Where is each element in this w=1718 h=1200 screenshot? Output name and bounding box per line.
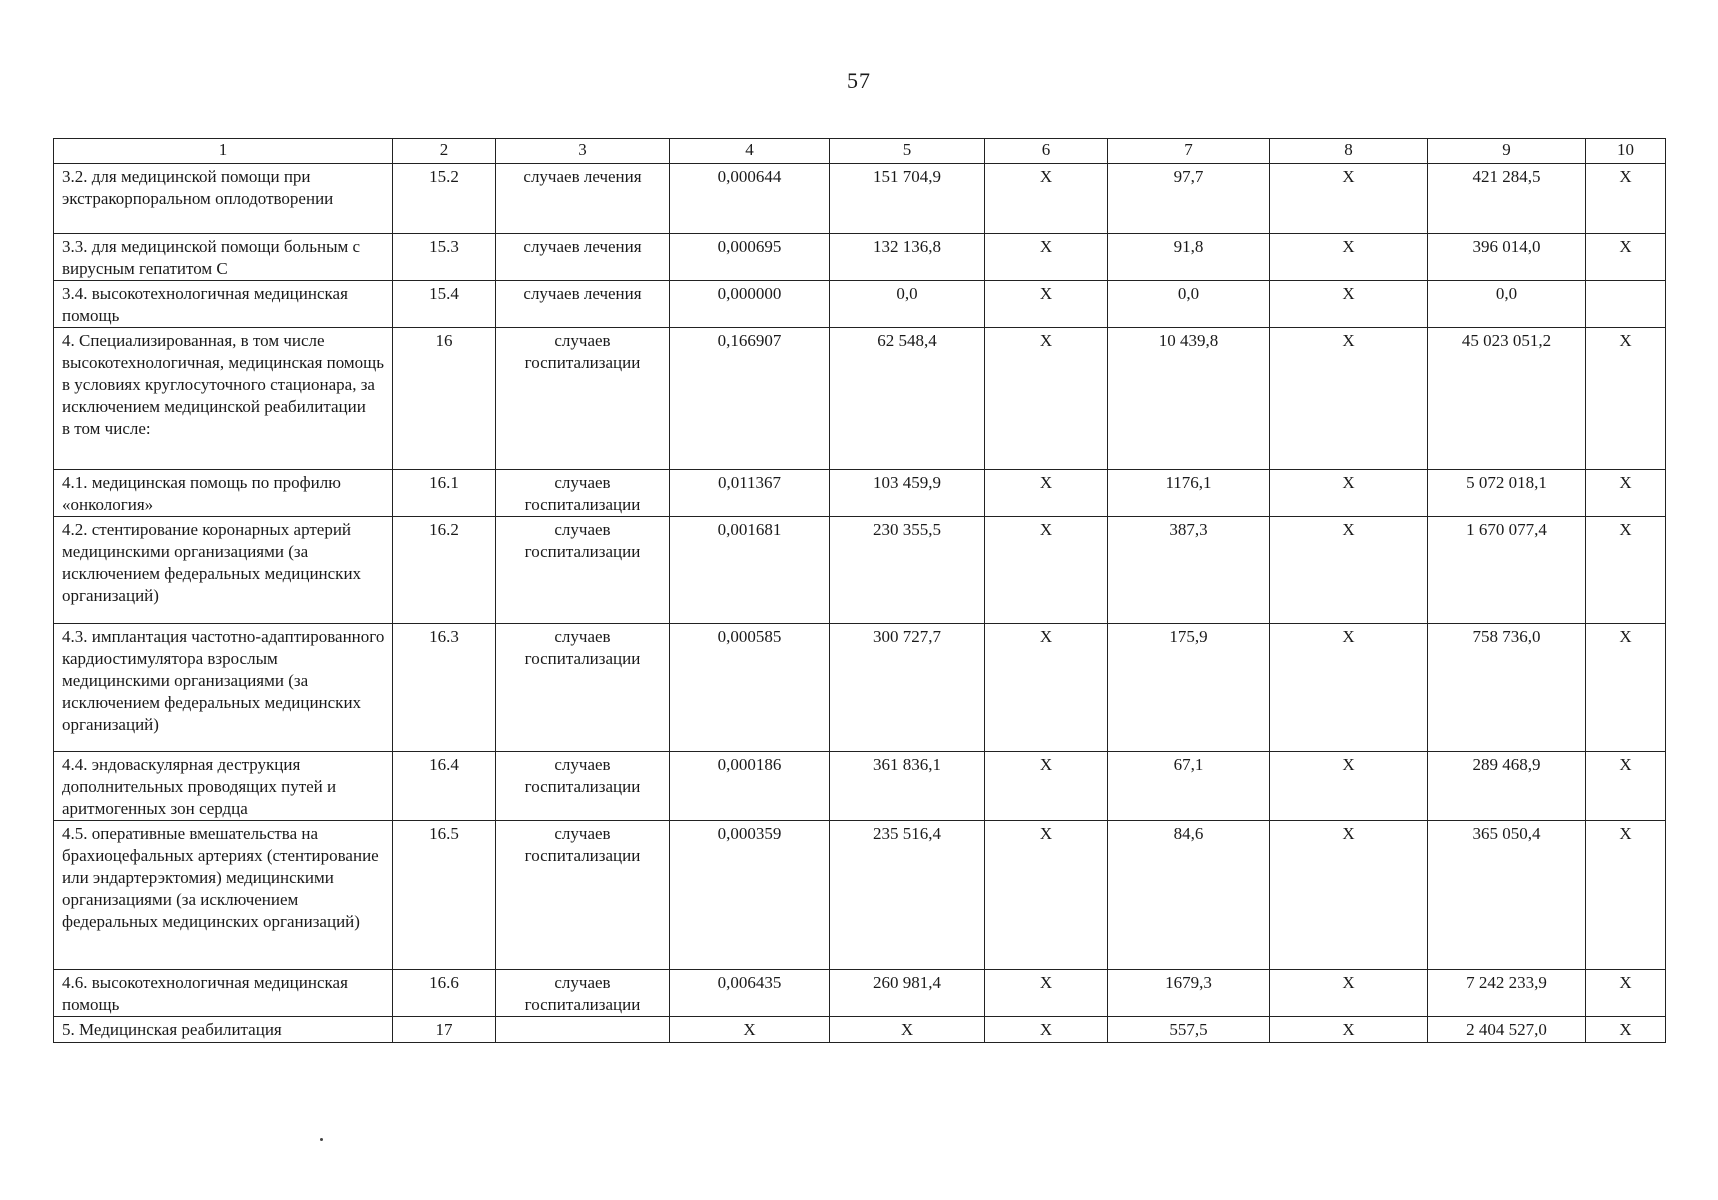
row-value-col8: Х	[1270, 624, 1428, 752]
row-value-col8: Х	[1270, 234, 1428, 281]
row-description: 4.4. эндоваскулярная деструкция дополнительных проводящих путей и аритмогенных зон сердца	[54, 752, 393, 821]
row-description: 5. Медицинская реабилитация	[54, 1017, 393, 1043]
row-value-col6: Х	[985, 517, 1108, 624]
row-value-col10: Х	[1586, 164, 1666, 234]
row-value-col4: 0,166907	[670, 328, 830, 470]
row-value-col8: Х	[1270, 517, 1428, 624]
row-value-col4: 0,001681	[670, 517, 830, 624]
row-description: 3.4. высокотехнологичная медицинская помощь	[54, 281, 393, 328]
row-value-col7: 10 439,8	[1108, 328, 1270, 470]
column-header: 9	[1428, 139, 1586, 164]
table-header-row	[54, 139, 1666, 164]
row-value-col9: 7 242 233,9	[1428, 970, 1586, 1017]
table-row	[54, 234, 1666, 281]
row-description: 4.1. медицинская помощь по профилю «онкология»	[54, 470, 393, 517]
row-unit: случаев лечения	[496, 164, 670, 234]
row-value-col10: Х	[1586, 517, 1666, 624]
row-value-col10: Х	[1586, 1017, 1666, 1043]
row-unit: случаев госпитализации	[496, 517, 670, 624]
row-value-col4: 0,000359	[670, 821, 830, 970]
row-description: 3.3. для медицинской помощи больным с вирусным гепатитом С	[54, 234, 393, 281]
row-description: 4.6. высокотехнологичная медицинская помощь	[54, 970, 393, 1017]
row-value-col6: Х	[985, 752, 1108, 821]
row-value-col6: Х	[985, 821, 1108, 970]
row-description: 3.2. для медицинской помощи при экстракорпоральном оплодотворении	[54, 164, 393, 234]
row-value-col9: 2 404 527,0	[1428, 1017, 1586, 1043]
row-value-col8: Х	[1270, 328, 1428, 470]
row-value-col6: Х	[985, 624, 1108, 752]
row-description: 4.5. оперативные вмешательства на брахиоцефальных артериях (стентирование или эндартерэктомия) медицинскими организациями (за исключением федеральных медицинских организаций)	[54, 821, 393, 970]
row-value-col10: Х	[1586, 234, 1666, 281]
row-code: 16.5	[393, 821, 496, 970]
row-value-col5: 151 704,9	[830, 164, 985, 234]
row-value-col5: Х	[830, 1017, 985, 1043]
row-value-col6: Х	[985, 1017, 1108, 1043]
row-value-col5: 132 136,8	[830, 234, 985, 281]
row-value-col7: 1679,3	[1108, 970, 1270, 1017]
row-value-col4: Х	[670, 1017, 830, 1043]
row-value-col7: 387,3	[1108, 517, 1270, 624]
row-value-col9: 1 670 077,4	[1428, 517, 1586, 624]
row-value-col6: Х	[985, 281, 1108, 328]
table-body	[54, 164, 1666, 1043]
data-table	[53, 138, 1666, 1043]
row-value-col8: Х	[1270, 821, 1428, 970]
row-code: 15.3	[393, 234, 496, 281]
row-value-col10	[1586, 281, 1666, 328]
table-row	[54, 821, 1666, 970]
row-value-col10: Х	[1586, 624, 1666, 752]
row-value-col5: 361 836,1	[830, 752, 985, 821]
row-code: 16.2	[393, 517, 496, 624]
row-value-col5: 0,0	[830, 281, 985, 328]
row-value-col6: Х	[985, 470, 1108, 517]
row-value-col7: 67,1	[1108, 752, 1270, 821]
column-header: 5	[830, 139, 985, 164]
row-value-col6: Х	[985, 234, 1108, 281]
stray-dot	[320, 1138, 323, 1141]
table-row	[54, 752, 1666, 821]
column-header: 7	[1108, 139, 1270, 164]
row-value-col5: 103 459,9	[830, 470, 985, 517]
row-value-col8: Х	[1270, 164, 1428, 234]
row-value-col6: Х	[985, 970, 1108, 1017]
row-value-col5: 235 516,4	[830, 821, 985, 970]
row-value-col7: 1176,1	[1108, 470, 1270, 517]
row-value-col7: 91,8	[1108, 234, 1270, 281]
row-value-col9: 421 284,5	[1428, 164, 1586, 234]
column-header: 3	[496, 139, 670, 164]
row-code: 16.6	[393, 970, 496, 1017]
row-value-col6: Х	[985, 328, 1108, 470]
row-unit: случаев госпитализации	[496, 470, 670, 517]
row-code: 16.4	[393, 752, 496, 821]
column-header: 1	[54, 139, 393, 164]
table-row	[54, 517, 1666, 624]
row-unit	[496, 1017, 670, 1043]
row-value-col6: Х	[985, 164, 1108, 234]
row-value-col4: 0,000695	[670, 234, 830, 281]
table-row	[54, 624, 1666, 752]
column-header: 2	[393, 139, 496, 164]
row-value-col9: 396 014,0	[1428, 234, 1586, 281]
column-header: 4	[670, 139, 830, 164]
row-value-col5: 62 548,4	[830, 328, 985, 470]
row-unit: случаев госпитализации	[496, 752, 670, 821]
table-row	[54, 970, 1666, 1017]
row-unit: случаев госпитализации	[496, 624, 670, 752]
page-number: 57	[847, 68, 871, 93]
row-value-col10: Х	[1586, 970, 1666, 1017]
row-value-col8: Х	[1270, 1017, 1428, 1043]
row-value-col9: 5 072 018,1	[1428, 470, 1586, 517]
row-description: 4.2. стентирование коронарных артерий медицинскими организациями (за исключением федеральных медицинских организаций)	[54, 517, 393, 624]
table-row	[54, 328, 1666, 470]
row-value-col10: Х	[1586, 328, 1666, 470]
row-value-col9: 365 050,4	[1428, 821, 1586, 970]
row-code: 16	[393, 328, 496, 470]
row-value-col7: 557,5	[1108, 1017, 1270, 1043]
row-value-col4: 0,000585	[670, 624, 830, 752]
row-value-col7: 0,0	[1108, 281, 1270, 328]
row-value-col9: 45 023 051,2	[1428, 328, 1586, 470]
row-value-col10: Х	[1586, 752, 1666, 821]
row-value-col4: 0,006435	[670, 970, 830, 1017]
row-value-col4: 0,000644	[670, 164, 830, 234]
row-value-col5: 300 727,7	[830, 624, 985, 752]
row-value-col10: Х	[1586, 821, 1666, 970]
row-code: 16.1	[393, 470, 496, 517]
row-unit: случаев лечения	[496, 234, 670, 281]
row-value-col5: 260 981,4	[830, 970, 985, 1017]
row-description: 4.3. имплантация частотно-адаптированного кардиостимулятора взрослым медицинскими организациями (за исключением федеральных медицинских организаций)	[54, 624, 393, 752]
row-value-col7: 84,6	[1108, 821, 1270, 970]
table-row	[54, 1017, 1666, 1043]
row-value-col9: 758 736,0	[1428, 624, 1586, 752]
row-description: 4. Специализированная, в том числе высокотехнологичная, медицинская помощь в условиях круглосуточного стационара, за исключением медицинской реабилитации в том числе:	[54, 328, 393, 470]
row-value-col7: 175,9	[1108, 624, 1270, 752]
column-header: 10	[1586, 139, 1666, 164]
row-value-col10: Х	[1586, 470, 1666, 517]
table-row	[54, 281, 1666, 328]
row-code: 17	[393, 1017, 496, 1043]
row-value-col8: Х	[1270, 281, 1428, 328]
row-unit: случаев госпитализации	[496, 821, 670, 970]
row-value-col4: 0,011367	[670, 470, 830, 517]
row-value-col5: 230 355,5	[830, 517, 985, 624]
row-code: 15.2	[393, 164, 496, 234]
column-header: 6	[985, 139, 1108, 164]
row-value-col8: Х	[1270, 470, 1428, 517]
row-value-col9: 0,0	[1428, 281, 1586, 328]
row-unit: случаев госпитализации	[496, 328, 670, 470]
row-value-col9: 289 468,9	[1428, 752, 1586, 821]
row-value-col7: 97,7	[1108, 164, 1270, 234]
table-row	[54, 470, 1666, 517]
row-unit: случаев госпитализации	[496, 970, 670, 1017]
row-value-col4: 0,000186	[670, 752, 830, 821]
row-code: 15.4	[393, 281, 496, 328]
column-header: 8	[1270, 139, 1428, 164]
row-value-col8: Х	[1270, 752, 1428, 821]
row-code: 16.3	[393, 624, 496, 752]
row-value-col8: Х	[1270, 970, 1428, 1017]
row-value-col4: 0,000000	[670, 281, 830, 328]
row-unit: случаев лечения	[496, 281, 670, 328]
table-row	[54, 164, 1666, 234]
